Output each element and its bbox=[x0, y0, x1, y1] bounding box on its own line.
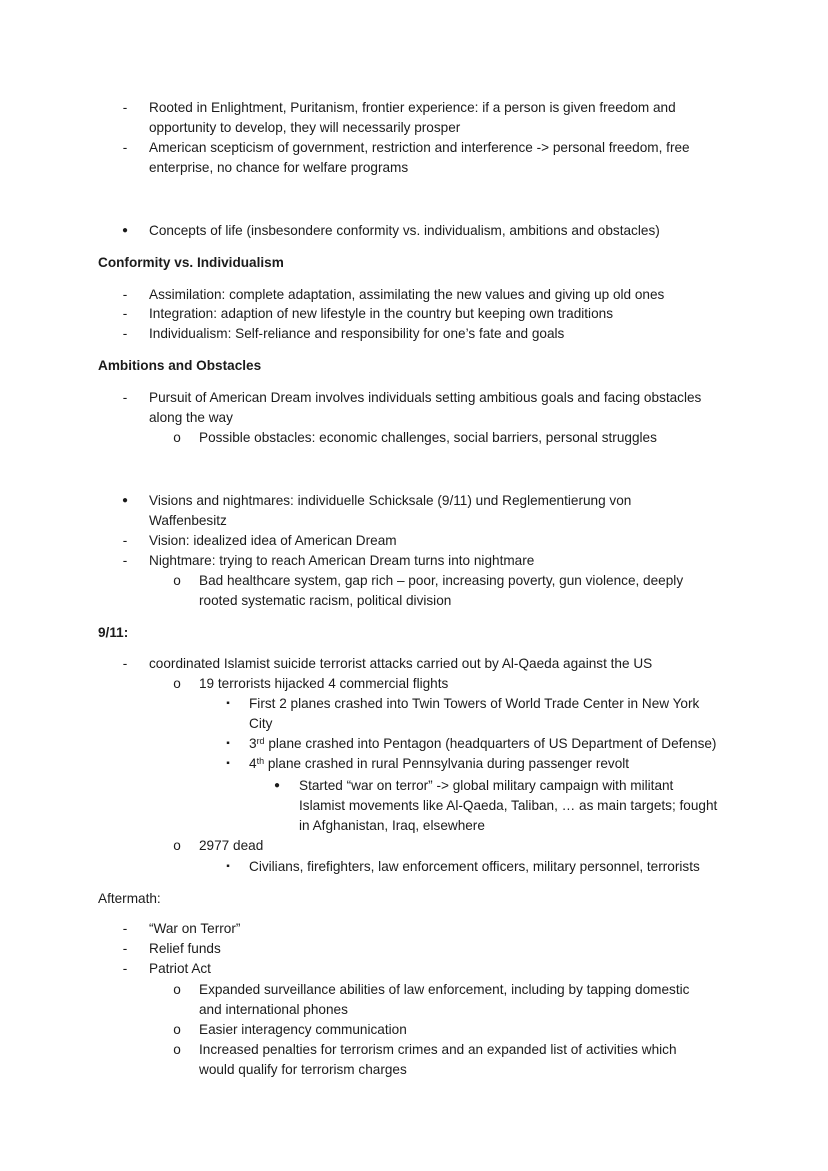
dash-marker: - bbox=[122, 326, 128, 341]
vision-item: Vision: idealized idea of American Dream bbox=[149, 533, 397, 548]
patriot-point-1-line-1: Expanded surveillance abilities of law enforcement, including by tapping domestic bbox=[199, 982, 690, 997]
ambitions-item-line-1: Pursuit of American Dream involves individuals setting ambitious goals and facing obstacles bbox=[149, 390, 702, 405]
aftermath-item: Patriot Act bbox=[149, 961, 211, 976]
conformity-heading: Conformity vs. Individualism bbox=[98, 255, 284, 270]
victims-item: Civilians, firefighters, law enforcement officers, military personnel, terrorists bbox=[249, 859, 700, 874]
dead-count-item: 2977 dead bbox=[199, 838, 264, 853]
dash-marker: - bbox=[122, 921, 128, 936]
plane-4-number: 4 bbox=[249, 756, 257, 771]
nine-eleven-heading: 9/11: bbox=[98, 625, 129, 640]
aftermath-item: “War on Terror” bbox=[149, 921, 241, 936]
dash-marker: - bbox=[122, 287, 128, 302]
circle-marker: o bbox=[173, 430, 181, 445]
plane-4-text: plane crashed in rural Pennsylvania during passenger revolt bbox=[264, 756, 630, 771]
dash-marker: - bbox=[122, 390, 128, 405]
war-on-terror-line-1: Started “war on terror” -> global military campaign with militant bbox=[299, 778, 674, 793]
intro-item-2-line-1: American scepticism of government, restriction and interference -> personal freedom, free bbox=[149, 140, 690, 155]
nightmare-sub-line-2: rooted systematic racism, political division bbox=[199, 593, 452, 608]
bullet-marker: ● bbox=[121, 225, 129, 236]
plane-4-ordinal: th bbox=[256, 756, 265, 766]
square-marker: ▪ bbox=[226, 698, 230, 709]
conformity-item: Integration: adaption of new lifestyle in the country but keeping own traditions bbox=[149, 306, 613, 321]
dash-marker: - bbox=[122, 961, 128, 976]
plane-4-item bbox=[249, 754, 629, 774]
nine-eleven-item: coordinated Islamist suicide terrorist attacks carried out by Al-Qaeda against the US bbox=[149, 656, 653, 671]
intro-item-1-line-1: Rooted in Enlightment, Puritanism, frontier experience: if a person is given freedom and bbox=[149, 100, 676, 115]
ambitions-sub-item: Possible obstacles: economic challenges, social barriers, personal struggles bbox=[199, 430, 657, 445]
square-marker: ▪ bbox=[226, 861, 230, 872]
dash-marker: - bbox=[122, 941, 128, 956]
bullet-marker: ● bbox=[121, 495, 129, 506]
plane-3-text: plane crashed into Pentagon (headquarters of US Department of Defense) bbox=[264, 736, 717, 751]
plane-1-2-line-1: First 2 planes crashed into Twin Towers of World Trade Center in New York bbox=[249, 696, 700, 711]
dash-marker: - bbox=[122, 533, 128, 548]
plane-3-item bbox=[249, 734, 716, 754]
bullet-marker: ● bbox=[273, 780, 281, 791]
visions-bullet-line-2: Waffenbesitz bbox=[149, 513, 227, 528]
patriot-point-2: Easier interagency communication bbox=[199, 1022, 407, 1037]
intro-item-2-line-2: enterprise, no chance for welfare programs bbox=[149, 160, 409, 175]
patriot-point-3-line-1: Increased penalties for terrorism crimes and an expanded list of activities which bbox=[199, 1042, 677, 1057]
aftermath-heading: Aftermath: bbox=[98, 891, 161, 906]
hijack-sub-item: 19 terrorists hijacked 4 commercial flights bbox=[199, 676, 449, 691]
war-on-terror-line-2: Islamist movements like Al-Qaeda, Taliban, … as main targets; fought bbox=[299, 798, 718, 813]
square-marker: ▪ bbox=[226, 758, 230, 769]
circle-marker: o bbox=[173, 982, 181, 997]
circle-marker: o bbox=[173, 1042, 181, 1057]
circle-marker: o bbox=[173, 573, 181, 588]
intro-item-1-line-2: opportunity to develop, they will necessarily prosper bbox=[149, 120, 461, 135]
conformity-item: Individualism: Self-reliance and responsibility for one’s fate and goals bbox=[149, 326, 565, 341]
aftermath-item: Relief funds bbox=[149, 941, 221, 956]
dash-marker: - bbox=[122, 656, 128, 671]
dash-marker: - bbox=[122, 306, 128, 321]
nightmare-sub-line-1: Bad healthcare system, gap rich – poor, increasing poverty, gun violence, deeply bbox=[199, 573, 684, 588]
plane-1-2-line-2: City bbox=[249, 716, 273, 731]
visions-bullet-line-1: Visions and nightmares: individuelle Schicksale (9/11) und Reglementierung von bbox=[149, 493, 632, 508]
dash-marker: - bbox=[122, 553, 128, 568]
patriot-point-3-line-2: would qualify for terrorism charges bbox=[199, 1062, 407, 1077]
ambitions-item-line-2: along the way bbox=[149, 410, 233, 425]
ambitions-heading: Ambitions and Obstacles bbox=[98, 358, 262, 373]
dash-marker: - bbox=[122, 140, 128, 155]
circle-marker: o bbox=[173, 1022, 181, 1037]
patriot-point-1-line-2: and international phones bbox=[199, 1002, 348, 1017]
plane-3-number: 3 bbox=[249, 736, 257, 751]
conformity-item: Assimilation: complete adaptation, assimilating the new values and giving up old ones bbox=[149, 287, 665, 302]
concepts-bullet-text: Concepts of life (insbesondere conformity vs. individualism, ambitions and obstacles) bbox=[149, 223, 660, 238]
dash-marker: - bbox=[122, 100, 128, 115]
circle-marker: o bbox=[173, 676, 181, 691]
square-marker: ▪ bbox=[226, 738, 230, 749]
war-on-terror-line-3: in Afghanistan, Iraq, elsewhere bbox=[299, 818, 485, 833]
nightmare-item: Nightmare: trying to reach American Dream turns into nightmare bbox=[149, 553, 535, 568]
plane-3-ordinal: rd bbox=[256, 736, 265, 746]
circle-marker: o bbox=[173, 838, 181, 853]
